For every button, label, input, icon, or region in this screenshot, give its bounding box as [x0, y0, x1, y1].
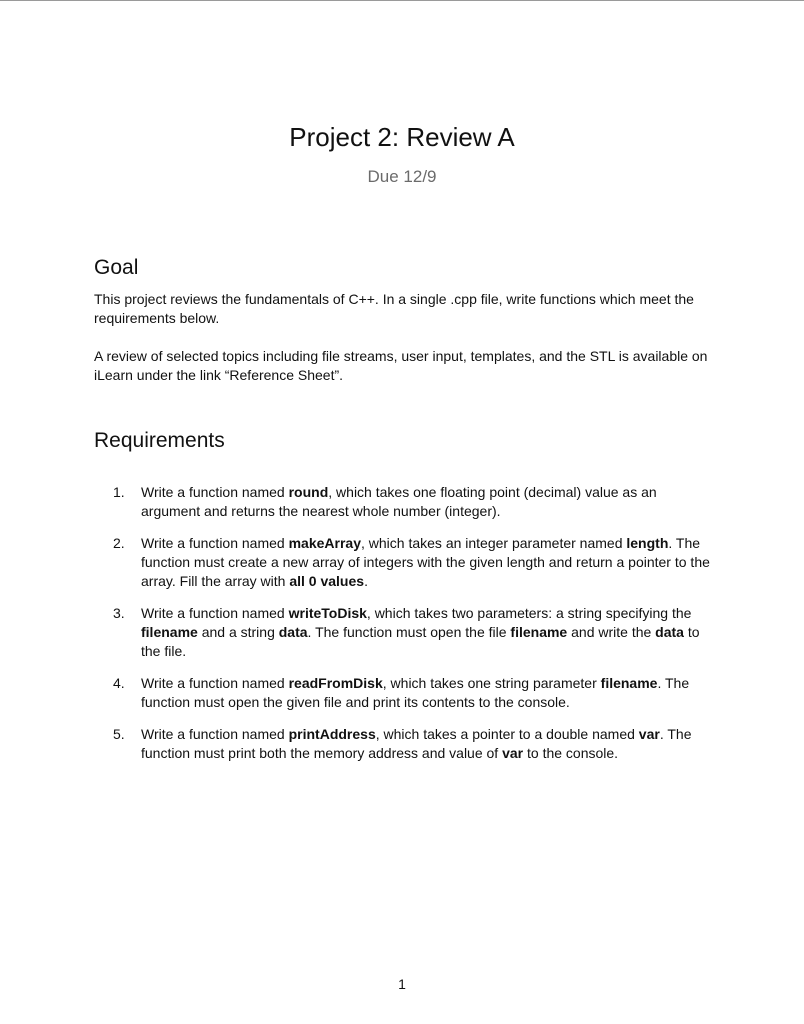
requirement-keyword: length	[626, 535, 669, 551]
requirement-text-segment: to the file.	[141, 624, 700, 659]
requirement-text-segment: . The function must open the file	[307, 624, 511, 640]
requirement-text	[141, 726, 691, 761]
requirement-number: 3.	[113, 605, 125, 621]
requirement-text-segment: Write a function named	[141, 535, 289, 551]
requirement-item	[113, 604, 713, 661]
requirement-item	[113, 725, 713, 763]
requirement-number: 5.	[113, 726, 125, 742]
requirement-number: 2.	[113, 535, 125, 551]
goal-paragraph-1: This project reviews the fundamentals of C++. In a single .cpp file, write functions which meet the requirements below.	[94, 291, 694, 326]
requirement-text-segment: , which takes one floating point (decimal) value as an argument and returns the nearest whole number (integer).	[141, 484, 657, 519]
page-title: Project 2: Review A	[289, 122, 515, 152]
requirement-keyword: filename	[510, 624, 568, 640]
requirement-text-segment: Write a function named	[141, 726, 289, 742]
requirement-text-segment: Write a function named	[141, 675, 289, 691]
requirement-keyword: data	[278, 624, 308, 640]
requirement-number: 1.	[113, 484, 125, 500]
requirement-keyword: round	[288, 484, 329, 500]
requirement-text-segment: .	[364, 573, 368, 589]
due-date: Due 12/9	[367, 167, 437, 186]
requirement-keyword: all 0 values	[289, 573, 365, 589]
requirement-keyword: var	[502, 745, 524, 761]
requirement-keyword: readFromDisk	[288, 675, 383, 691]
requirement-text-segment: . The function must open the given file and print its contents to the console.	[141, 675, 690, 710]
requirement-keyword: filename	[141, 624, 198, 640]
requirement-text	[141, 484, 657, 519]
requirement-text-segment: to the console.	[523, 745, 619, 761]
requirement-number: 4.	[113, 675, 125, 691]
requirement-text-segment: . The function must create a new array of integers with the given length and return a pointer to the array. Fill the array with	[141, 535, 710, 589]
requirement-text-segment: , which takes a pointer to a double named	[375, 726, 639, 742]
requirement-item	[113, 534, 713, 591]
requirement-text	[141, 605, 700, 659]
requirement-text-segment: and a string	[197, 624, 279, 640]
page-number: 1	[398, 976, 406, 992]
requirement-text-segment: , which takes two parameters: a string specifying the	[366, 605, 692, 621]
top-border	[0, 0, 804, 1]
requirement-text	[141, 675, 689, 710]
goal-paragraph-2: A review of selected topics including file streams, user input, templates, and the STL is available on iLearn under the link “Reference Sheet”.	[94, 348, 708, 383]
requirement-text-segment: , which takes one string parameter	[382, 675, 601, 691]
requirement-text-segment: Write a function named	[141, 484, 289, 500]
requirement-text-segment: Write a function named	[141, 605, 289, 621]
requirement-item	[113, 674, 713, 712]
requirement-text	[141, 535, 710, 589]
requirement-item	[113, 483, 713, 521]
requirements-heading: Requirements	[94, 429, 225, 452]
requirements-list	[113, 483, 713, 776]
requirement-text-segment: . The function must print both the memory address and value of	[141, 726, 692, 761]
requirement-keyword: var	[638, 726, 660, 742]
requirement-keyword: writeToDisk	[288, 605, 367, 621]
requirement-text-segment: and write the	[567, 624, 656, 640]
requirement-text-segment: , which takes an integer parameter named	[361, 535, 627, 551]
requirement-keyword: printAddress	[288, 726, 376, 742]
requirement-keyword: data	[655, 624, 684, 640]
requirement-keyword: makeArray	[288, 535, 361, 551]
requirement-keyword: filename	[600, 675, 658, 691]
goal-heading: Goal	[94, 256, 139, 279]
